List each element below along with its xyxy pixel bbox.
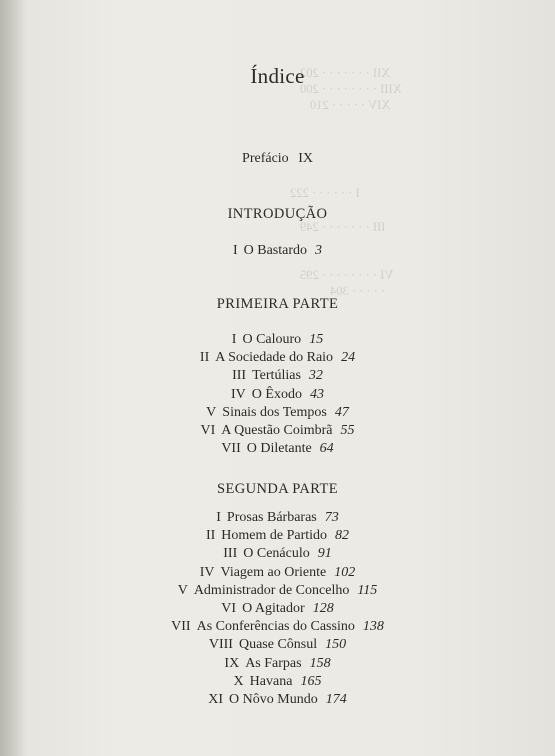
chapter-title: O Agitador [242, 600, 305, 616]
chapter-page: 150 [325, 637, 347, 653]
chapter-number: III [223, 546, 238, 562]
chapter-number: VI [221, 600, 237, 616]
toc-entry [0, 349, 555, 367]
preface-label: Prefácio [242, 151, 289, 166]
toc-entry [0, 673, 555, 691]
toc-entry [0, 618, 555, 636]
chapter-page: 82 [335, 528, 350, 544]
chapter-title: Sinais dos Tempos [222, 404, 327, 420]
chapter-page: 91 [317, 546, 332, 562]
bleed-through: XIV · · · · · 210 [310, 98, 391, 112]
chapter-number: X [233, 673, 244, 689]
chapter-title: O Nôvo Mundo [229, 691, 318, 707]
bleed-through: XIII · · · · · · · · 200 [300, 82, 402, 96]
introduction-heading: INTRODUÇÃO [227, 206, 328, 222]
chapter-number: IV [199, 564, 215, 580]
chapter-number: VII [171, 619, 191, 635]
bleed-through: III · · · · · · · 249 [300, 220, 386, 234]
toc-entry [0, 367, 555, 385]
chapter-page: 73 [324, 510, 339, 525]
part1-list [0, 331, 555, 458]
chapter-title: O Diletante [246, 441, 312, 457]
chapter-number: V [206, 404, 217, 420]
chapter-page: 165 [300, 673, 322, 689]
chapter-title: A Questão Coimbrã [221, 422, 333, 438]
toc-entry [0, 440, 555, 458]
toc-entry [0, 582, 555, 600]
chapter-title: Administrador de Concelho [193, 582, 350, 598]
chapter-page: 102 [334, 564, 356, 580]
chapter-title: O Êxodo [251, 386, 302, 402]
chapter-page: 47 [334, 404, 349, 420]
toc-entry [0, 636, 555, 654]
chapter-number: III [232, 368, 247, 384]
chapter-number: I [216, 510, 221, 525]
toc-entry [0, 655, 555, 673]
toc-entry [0, 564, 555, 582]
chapter-title: As Conferências do Cassino [196, 619, 355, 635]
bleed-through: VI · · · · · · · · 295 [300, 268, 394, 282]
chapter-page: 158 [309, 655, 331, 671]
introduction-list [0, 242, 555, 260]
chapter-title: O Bastardo [243, 243, 308, 258]
chapter-page: 24 [341, 350, 356, 366]
chapter-title: Havana [249, 673, 293, 689]
chapter-number: XI [208, 691, 224, 707]
chapter-title: O Cenáculo [243, 546, 310, 562]
chapter-title: A Sociedade do Raio [215, 350, 334, 366]
chapter-title: Prosas Bárbaras [226, 510, 317, 525]
chapter-number: VI [200, 422, 216, 438]
chapter-number: II [199, 350, 210, 366]
preface-page: IX [298, 151, 313, 166]
chapter-number: VIII [208, 637, 233, 653]
chapter-title: Tertúlias [252, 368, 301, 384]
bleed-through: · · · · · 304 [330, 284, 386, 298]
bleed-through: XII · · · · · · · 202 [300, 66, 391, 80]
chapter-number: IV [231, 386, 246, 402]
chapter-page: 15 [309, 332, 324, 347]
chapter-page: 115 [357, 582, 378, 598]
chapter-title: As Farpas [245, 655, 302, 671]
toc-entry [0, 331, 555, 349]
chapter-page: 55 [340, 422, 355, 438]
toc-entry [0, 509, 555, 527]
chapter-title: Viagem ao Oriente [220, 564, 327, 580]
chapter-page: 138 [362, 619, 384, 635]
toc-entry [0, 527, 555, 545]
toc-entry [0, 404, 555, 422]
chapter-number: I [231, 332, 237, 347]
chapter-page: 128 [312, 600, 334, 616]
preface-entry [0, 150, 555, 168]
chapter-title: Homem de Partido [221, 528, 328, 544]
index-title: Índice [250, 64, 305, 88]
chapter-title: O Calouro [242, 332, 302, 347]
part1-heading: PRIMEIRA PARTE [216, 296, 339, 312]
chapter-page: 32 [308, 368, 323, 384]
toc-entry [0, 242, 555, 260]
chapter-number: IX [224, 655, 240, 671]
chapter-number: V [177, 582, 188, 598]
toc-entry [0, 422, 555, 440]
chapter-page: 174 [325, 691, 347, 707]
chapter-page: 43 [309, 386, 324, 402]
chapter-number: II [205, 528, 216, 544]
chapter-number: I [232, 243, 238, 258]
chapter-page: 3 [315, 243, 323, 258]
toc-entry [0, 600, 555, 618]
chapter-title: Quase Cônsul [238, 637, 318, 653]
part2-list [0, 509, 555, 709]
toc-entry [0, 386, 555, 404]
bleed-through: I · · · · · · 222 [290, 186, 360, 200]
toc-entry [0, 545, 555, 563]
part2-heading: SEGUNDA PARTE [216, 481, 339, 497]
toc-entry [0, 691, 555, 709]
chapter-page: 64 [319, 441, 334, 457]
chapter-number: VII [221, 441, 241, 457]
